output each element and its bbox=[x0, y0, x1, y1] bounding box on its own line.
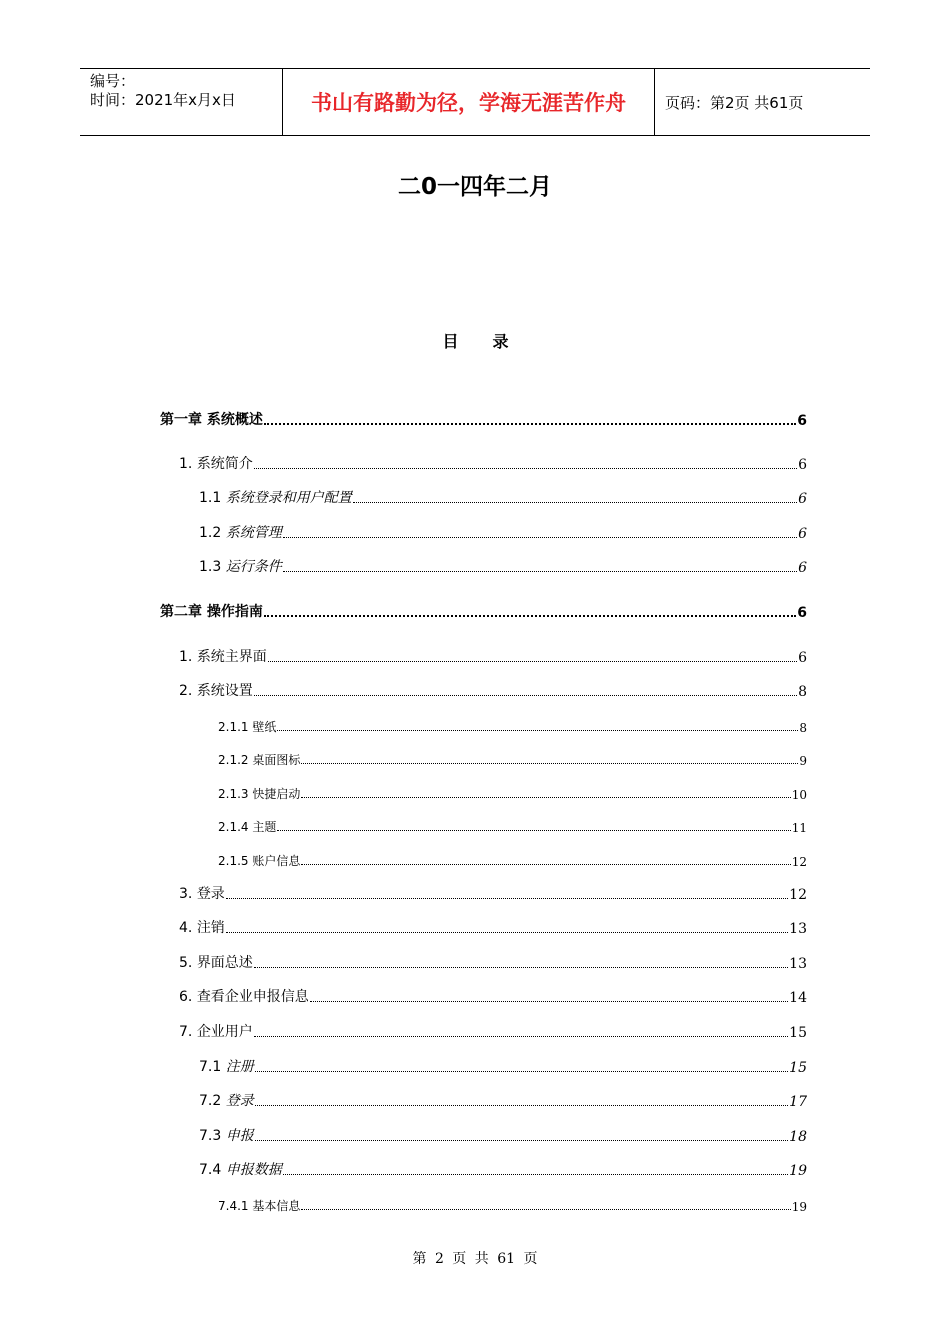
toc-entry-label bbox=[179, 453, 253, 473]
toc-entry[interactable] bbox=[199, 556, 807, 576]
toc-entry-number: 1.3 bbox=[199, 559, 222, 575]
header-motto: 书山有路勤为径，学海无涯苦作舟 bbox=[282, 69, 655, 135]
toc-leader-dots bbox=[255, 1140, 788, 1141]
toc-entry-text: 第一章 系统概述 bbox=[160, 412, 263, 428]
toc-entry-number: 2.1.3 bbox=[218, 787, 249, 801]
toc-entry[interactable] bbox=[218, 849, 807, 869]
toc-entry-number: 7.2 bbox=[199, 1093, 222, 1109]
toc-entry[interactable] bbox=[218, 715, 807, 735]
toc-entry-page: 18 bbox=[789, 1129, 807, 1145]
toc-entry-label bbox=[199, 522, 282, 542]
toc-entry[interactable] bbox=[179, 883, 807, 903]
toc-entry-text: 查看企业申报信息 bbox=[196, 989, 309, 1005]
toc-entry-page: 6 bbox=[798, 650, 807, 666]
toc-entry-number: 7.4 bbox=[199, 1162, 222, 1178]
toc-entry-page: 14 bbox=[789, 990, 807, 1006]
toc-entry[interactable] bbox=[199, 1159, 807, 1179]
toc-leader-dots bbox=[254, 1036, 788, 1037]
toc-entry-number: 7. bbox=[179, 1024, 193, 1040]
toc-entry-label bbox=[199, 1125, 254, 1145]
toc-entry[interactable] bbox=[179, 1021, 807, 1041]
toc-entry-text: 系统设置 bbox=[196, 683, 253, 699]
toc-leader-dots bbox=[301, 864, 790, 865]
toc-leader-dots bbox=[353, 502, 797, 503]
toc-entry-label bbox=[199, 556, 282, 576]
toc-leader-dots bbox=[254, 468, 797, 469]
toc-entry-page: 19 bbox=[789, 1163, 807, 1179]
toc-entry-label bbox=[160, 601, 263, 621]
toc-entry-page: 17 bbox=[789, 1094, 807, 1110]
toc-entry-number: 4. bbox=[179, 920, 193, 936]
toc-entry-page: 8 bbox=[799, 721, 807, 735]
toc-entry-number: 1. bbox=[179, 456, 193, 472]
toc-entry-label bbox=[179, 883, 225, 903]
toc-entry[interactable] bbox=[218, 748, 807, 768]
toc-entry[interactable] bbox=[179, 952, 807, 972]
toc-leader-dots bbox=[283, 537, 797, 538]
toc-entry[interactable] bbox=[218, 1194, 807, 1214]
toc-entry-page: 6 bbox=[798, 560, 807, 576]
toc-entry[interactable] bbox=[179, 453, 807, 473]
toc-entry-page: 13 bbox=[789, 956, 807, 972]
toc-entry-text: 桌面图标 bbox=[252, 753, 301, 767]
toc-entry[interactable] bbox=[179, 680, 807, 700]
toc-entry-page: 12 bbox=[791, 855, 807, 869]
toc-leader-dots bbox=[283, 1174, 788, 1175]
toc-entry[interactable] bbox=[179, 646, 807, 666]
toc-entry-number: 3. bbox=[179, 886, 193, 902]
toc-entry[interactable] bbox=[218, 815, 807, 835]
toc-leader-dots bbox=[254, 967, 788, 968]
toc-entry-page: 6 bbox=[797, 605, 807, 621]
toc-title: 目录 bbox=[442, 332, 543, 351]
toc-leader-dots bbox=[268, 661, 797, 662]
toc-entry-text: 登录 bbox=[196, 886, 225, 902]
toc-entry-page: 10 bbox=[791, 788, 807, 802]
toc-entry-text: 系统主界面 bbox=[196, 649, 267, 665]
toc-entry-number: 5. bbox=[179, 955, 193, 971]
toc-entry-number: 2. bbox=[179, 683, 193, 699]
toc-entry-page: 15 bbox=[789, 1025, 807, 1041]
toc-entry[interactable] bbox=[199, 1056, 807, 1076]
toc-entry-number: 7.1 bbox=[199, 1059, 222, 1075]
toc-leader-dots bbox=[264, 615, 796, 617]
toc-entry-number: 1.2 bbox=[199, 525, 222, 541]
toc-entry-number: 2.1.4 bbox=[218, 820, 249, 834]
toc-entry-label bbox=[218, 718, 276, 735]
toc-entry-page: 11 bbox=[791, 821, 807, 835]
toc-entry-label bbox=[179, 680, 253, 700]
toc-leader-dots bbox=[226, 932, 788, 933]
toc-entry-page: 6 bbox=[798, 491, 807, 507]
toc-entry[interactable] bbox=[179, 917, 807, 937]
toc-entry[interactable] bbox=[179, 986, 807, 1006]
toc-entry-page: 12 bbox=[789, 887, 807, 903]
toc-leader-dots bbox=[301, 1209, 790, 1210]
toc-entry-text: 快捷启动 bbox=[252, 787, 301, 801]
toc-entry-text: 运行条件 bbox=[225, 559, 282, 575]
toc-entry-label bbox=[218, 852, 300, 869]
toc-entry-text: 主题 bbox=[252, 820, 277, 834]
toc-entry-text: 系统简介 bbox=[196, 456, 253, 472]
toc-entry-number: 6. bbox=[179, 989, 193, 1005]
toc-entry-label bbox=[179, 1021, 253, 1041]
document-date: 二0一四年二月 bbox=[397, 174, 552, 200]
toc-leader-dots bbox=[283, 571, 797, 572]
toc-entry-number: 2.1.1 bbox=[218, 720, 249, 734]
toc-entry-label bbox=[218, 1197, 300, 1214]
toc-entry[interactable] bbox=[218, 782, 807, 802]
toc-entry-label bbox=[199, 1159, 282, 1179]
toc-entry-number: 2.1.5 bbox=[218, 854, 249, 868]
toc-entry-page: 13 bbox=[789, 921, 807, 937]
toc-leader-dots bbox=[255, 1071, 788, 1072]
toc-entry-page: 6 bbox=[798, 526, 807, 542]
toc-leader-dots bbox=[264, 423, 796, 425]
toc-entry-text: 注册 bbox=[225, 1059, 254, 1075]
toc-entry-text: 基本信息 bbox=[252, 1199, 301, 1213]
toc-entry-text: 申报 bbox=[225, 1128, 254, 1144]
toc-entry[interactable] bbox=[199, 1125, 807, 1145]
toc-entry-page: 15 bbox=[789, 1060, 807, 1076]
toc-entry-text: 系统登录和用户配置 bbox=[225, 490, 352, 506]
toc-entry-text: 登录 bbox=[225, 1093, 254, 1109]
toc-entry-text: 申报数据 bbox=[225, 1162, 282, 1178]
toc-entry-label bbox=[199, 487, 352, 507]
header-meta bbox=[80, 69, 282, 135]
toc-entry-text: 企业用户 bbox=[196, 1024, 253, 1040]
toc-entry-number: 1. bbox=[179, 649, 193, 665]
toc-entry-label bbox=[199, 1056, 254, 1076]
toc-entry-label bbox=[179, 646, 267, 666]
toc-entry-label bbox=[179, 917, 225, 937]
toc-leader-dots bbox=[277, 830, 790, 831]
number-label: 编号： bbox=[90, 72, 136, 90]
toc-entry-page: 8 bbox=[798, 684, 807, 700]
toc-entry-text: 注销 bbox=[196, 920, 225, 936]
toc-entry[interactable] bbox=[160, 601, 807, 621]
toc-entry-number: 7.3 bbox=[199, 1128, 222, 1144]
toc-leader-dots bbox=[226, 898, 788, 899]
page-header bbox=[80, 68, 870, 136]
toc-entry-label bbox=[160, 409, 263, 429]
toc-entry-number: 7.4.1 bbox=[218, 1199, 249, 1213]
toc-entry-label bbox=[218, 818, 276, 835]
toc-entry-page: 9 bbox=[799, 754, 807, 768]
toc-entry-page: 6 bbox=[798, 457, 807, 473]
toc-entry-label bbox=[179, 952, 253, 972]
toc-entry-number: 1.1 bbox=[199, 490, 222, 506]
toc-entry-label bbox=[218, 785, 300, 802]
toc-entry[interactable] bbox=[199, 487, 807, 507]
toc-entry-number: 2.1.2 bbox=[218, 753, 249, 767]
toc-entry-page: 6 bbox=[797, 413, 807, 429]
toc-leader-dots bbox=[301, 797, 790, 798]
toc-entry-label bbox=[199, 1090, 254, 1110]
toc-entry[interactable] bbox=[199, 522, 807, 542]
page-footer: 第 2 页 共 61 页 bbox=[412, 1251, 538, 1267]
toc-leader-dots bbox=[301, 763, 798, 764]
toc-leader-dots bbox=[277, 730, 798, 731]
header-page-info: 页码：第2页 共61页 bbox=[665, 93, 804, 112]
toc-entry[interactable] bbox=[199, 1090, 807, 1110]
toc-entry-text: 系统管理 bbox=[225, 525, 282, 541]
toc-entry-label bbox=[179, 986, 309, 1006]
toc-leader-dots bbox=[255, 1105, 788, 1106]
toc-entry-text: 账户信息 bbox=[252, 854, 301, 868]
toc-entry-page: 19 bbox=[791, 1200, 807, 1214]
toc-leader-dots bbox=[310, 1001, 788, 1002]
toc-entry-text: 壁纸 bbox=[252, 720, 277, 734]
toc-entry-label bbox=[218, 751, 300, 768]
toc-leader-dots bbox=[254, 695, 797, 696]
toc-entry-text: 第二章 操作指南 bbox=[160, 604, 263, 620]
toc-entry-text: 界面总述 bbox=[196, 955, 253, 971]
toc-entry[interactable] bbox=[160, 409, 807, 429]
time-label: 时间：2021年x月x日 bbox=[90, 91, 236, 109]
